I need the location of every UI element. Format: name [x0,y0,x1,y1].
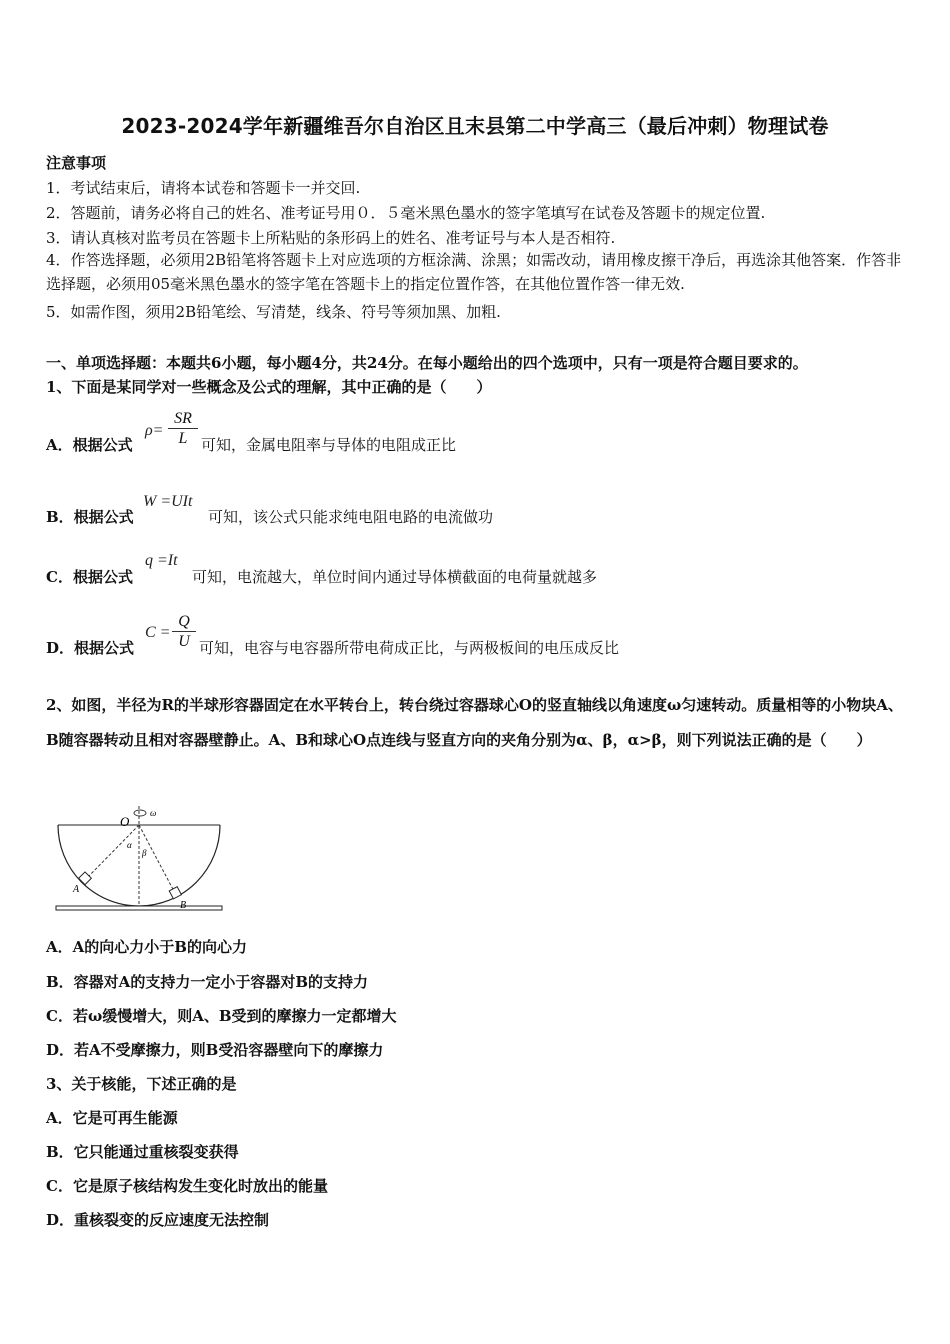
question-2-stem: 2、如图，半径为R的半球形容器固定在水平转台上，转台绕过容器球心O的竖直轴线以角速度ω匀速转动。质量相等的小物块A、B随容器转动且相对容器壁静止。A、B和球心O点连线与竖直方向的夹角分别为α、β，α>β，则下列说法正确的是（ ） [46,696,903,749]
block-a [79,872,92,885]
rotation-arrow-icon [134,810,146,816]
notice-item: 5．如需作图，须用2B铅笔绘、写清楚，线条、符号等须加黑、加粗. [46,303,501,321]
question-3-stem: 3、关于核能，下述正确的是 [46,1075,237,1093]
option-label: D．根据公式 [46,639,135,657]
line-oa [85,825,139,880]
option-text: 可知，电流越大，单位时间内通过导体横截面的电荷量就越多 [192,568,598,586]
fraction-numerator: Q [172,613,196,632]
notice-item: 3．请认真核对监考员在答题卡上所粘贴的条形码上的姓名、准考证号与本人是否相符. [46,229,616,247]
formula-lhs: C = [145,624,171,641]
q1-option-b [46,506,134,527]
q3-option-b: B．它只能通过重核裂变获得 [46,1143,239,1161]
fraction-numerator: SR [168,410,198,429]
formula: W =UIt [143,493,193,510]
turntable [56,906,222,910]
option-label: A．根据公式 [46,436,133,454]
q3-option-c: C．它是原子核结构发生变化时放出的能量 [46,1177,328,1195]
formula-fraction [172,613,196,652]
q1-option-c [46,566,133,587]
page-title: 2023-2024学年新疆维吾尔自治区且末县第二中学高三（最后冲刺）物理试卷 [121,114,829,138]
q3-option-d: D．重核裂变的反应速度无法控制 [46,1211,270,1229]
option-label: C．根据公式 [46,568,133,586]
section-heading: 一、单项选择题：本题共6小题，每小题4分，共24分。在每小题给出的四个选项中，只有一项是符合题目要求的。 [46,354,808,372]
label-beta: β [142,848,147,858]
option-label: B．根据公式 [46,508,134,526]
notice-item: 4．作答选择题，必须用2B铅笔将答题卡上对应选项的方框涂满、涂黑；如需改动，请用橡皮擦干净后，再选涂其他答案．作答非选择题，必须用05毫米黑色墨水的签字笔在答题卡上的指定位置作答，在其他位置作答一律无效. [46,251,902,293]
q1-option-d [46,637,134,658]
label-alpha: α [127,840,132,850]
option-text: 可知，金属电阻率与导体的电阻成正比 [201,436,457,454]
label-a: A [73,884,80,895]
line-ob [139,825,176,895]
notice-heading: 注意事项 [46,154,107,172]
notice-item: 1．考试结束后，请将本试卷和答题卡一并交回. [46,179,361,197]
option-text: 可知，电容与电容器所带电荷成正比，与两极板间的电压成反比 [199,639,620,657]
q2-option-b: B．容器对A的支持力一定小于容器对B的支持力 [46,973,368,991]
block-b [169,887,181,899]
q1-option-a [46,434,133,455]
q2-option-c: C．若ω缓慢增大，则A、B受到的摩擦力一定都增大 [46,1007,397,1025]
q2-option-a: A．A的向心力小于B的向心力 [46,938,247,956]
fraction-denominator: U [178,633,190,650]
fraction-denominator: L [178,430,188,447]
formula-fraction [168,410,198,449]
formula-lhs: ρ= [145,422,164,439]
label-b: B [180,900,187,911]
hemisphere-figure [52,800,230,916]
formula: q =It [145,552,178,569]
label-o: O [120,814,130,829]
q2-option-d: D．若A不受摩擦力，则B受沿容器壁向下的摩擦力 [46,1041,384,1059]
q3-option-a: A．它是可再生能源 [46,1109,178,1127]
question-1-stem: 1、下面是某同学对一些概念及公式的理解，其中正确的是（ ） [46,378,492,396]
option-text: 可知，该公式只能求纯电阻电路的电流做功 [208,508,494,526]
notice-item: 2．答题前，请务必将自己的姓名、准考证号用０．５毫米黑色墨水的签字笔填写在试卷及答题卡的规定位置. [46,204,766,222]
label-omega: ω [150,808,157,818]
